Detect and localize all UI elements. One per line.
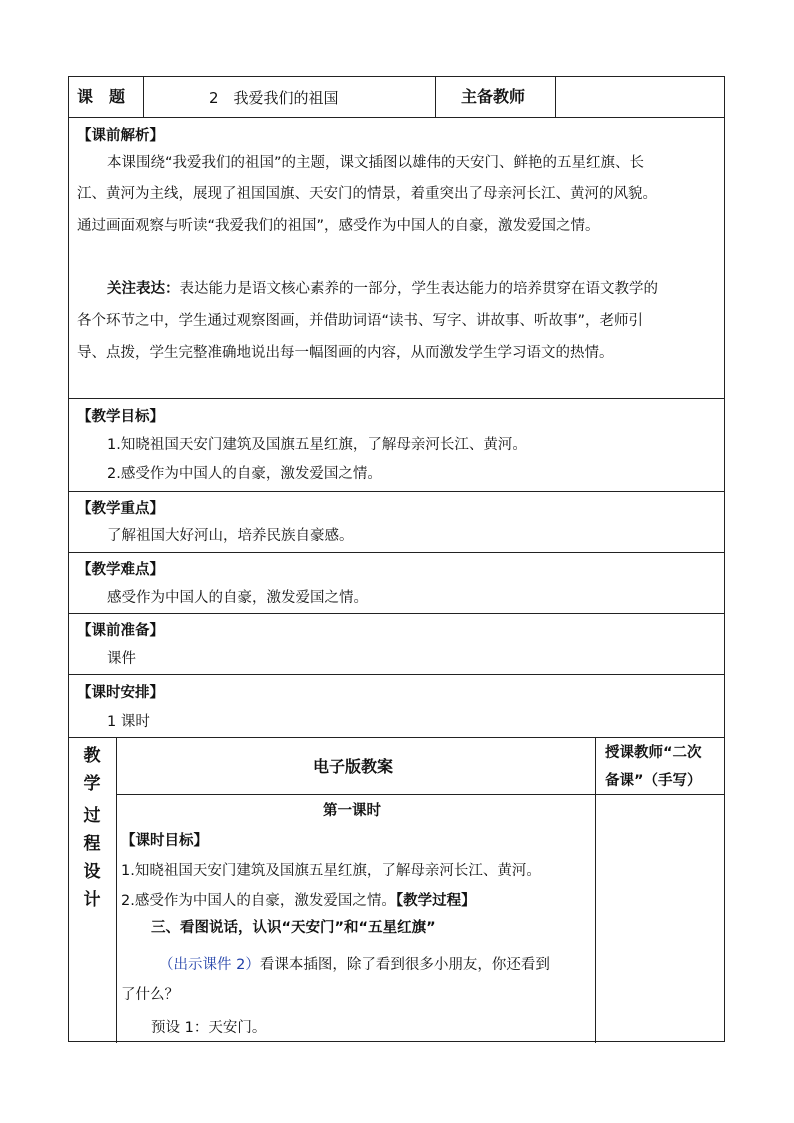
teacher-notes-title: 备课”（手写） [605, 773, 702, 789]
col-divider [555, 77, 556, 117]
focus-text: 表达能力是语文核心素养的一部分，学生表达能力的培养贯穿在语文教学的 [179, 281, 658, 297]
question-line: 了什么？ [121, 987, 179, 1003]
focus-line [107, 279, 658, 299]
key-points-heading: 【教学重点】 [77, 501, 164, 517]
col-divider [435, 77, 436, 117]
row-divider [69, 398, 724, 399]
col-divider [595, 737, 596, 1043]
objective-item: 1.知晓祖国天安门建筑及国旗五星红旗，了解母亲河长江、黄河。 [107, 437, 527, 453]
row-divider [69, 117, 724, 118]
difficulties-heading: 【教学难点】 [77, 562, 164, 578]
difficulties-text: 感受作为中国人的自豪，激发爱国之情。 [107, 590, 368, 606]
side-char: 教 [83, 746, 101, 766]
side-char: 过 [83, 806, 101, 826]
row-divider [69, 674, 724, 675]
lesson-objective-item: 2.感受作为中国人的自豪，激发爱国之情。 [121, 893, 396, 909]
schedule-heading: 【课时安排】 [77, 685, 164, 701]
lesson-objective-item: 1.知晓祖国天安门建筑及国旗五星红旗，了解母亲河长江、黄河。 [121, 863, 541, 879]
row-divider [69, 552, 724, 553]
question-text: 看课本插图，除了看到很多小朋友，你还看到 [259, 957, 550, 973]
side-char: 程 [83, 834, 101, 854]
lesson-plan-table [68, 76, 725, 1042]
objectives-heading: 【教学目标】 [77, 409, 164, 425]
preclass-heading: 【课前解析】 [77, 128, 164, 144]
lesson-objectives-heading: 【课时目标】 [121, 833, 208, 849]
row-divider [69, 737, 724, 738]
preclass-line: 江、黄河为主线，展现了祖国国旗、天安门的情景，着重突出了母亲河长江、黄河的风貌。 [77, 186, 657, 202]
step-title: 三、看图说话，认识“天安门”和“五星红旗” [151, 920, 436, 936]
focus-label: 关注表达： [107, 281, 180, 297]
topic-value: 2 我爱我们的祖国 [209, 89, 339, 107]
lesson-title: 第一课时 [323, 803, 381, 819]
electronic-plan-title: 电子版教案 [313, 757, 394, 776]
row-divider [69, 613, 724, 614]
row-divider [69, 491, 724, 492]
teacher-notes-title: 授课教师“二次 [605, 745, 702, 761]
lead-teacher-label: 主备教师 [461, 87, 526, 106]
col-divider [116, 737, 117, 1043]
preparation-text: 课件 [107, 651, 136, 667]
row-divider [116, 794, 724, 795]
col-divider [143, 77, 144, 117]
key-points-text: 了解祖国大好河山，培养民族自豪感。 [107, 528, 354, 544]
objective-item: 2.感受作为中国人的自豪，激发爱国之情。 [107, 466, 382, 482]
topic-label: 课 题 [77, 87, 126, 106]
preclass-line: 通过画面观察与听读“我爱我们的祖国”，感受作为中国人的自豪，激发爱国之情。 [77, 218, 600, 234]
side-char: 设 [83, 862, 101, 882]
preset-answer: 预设 1：天安门。 [151, 1020, 267, 1036]
process-heading: 【教学过程】 [395, 893, 476, 909]
preclass-line: 本课围绕“我爱我们的祖国”的主题，课文插图以雄伟的天安门、鲜艳的五星红旗、长 [107, 155, 645, 171]
focus-line: 各个环节之中，学生通过观察图画，并借助词语“读书、写字、讲故事、听故事”，老师引 [77, 313, 644, 329]
focus-line: 导、点拨，学生完整准确地说出每一幅图画的内容，从而激发学生学习语文的热情。 [77, 345, 614, 361]
side-char: 计 [83, 890, 101, 910]
question-line [159, 955, 550, 975]
lesson-objective-line [121, 891, 476, 911]
courseware-ref: （出示课件 2） [159, 957, 260, 973]
schedule-text: 1 课时 [107, 714, 150, 730]
preparation-heading: 【课前准备】 [77, 623, 164, 639]
side-char: 学 [83, 774, 101, 794]
